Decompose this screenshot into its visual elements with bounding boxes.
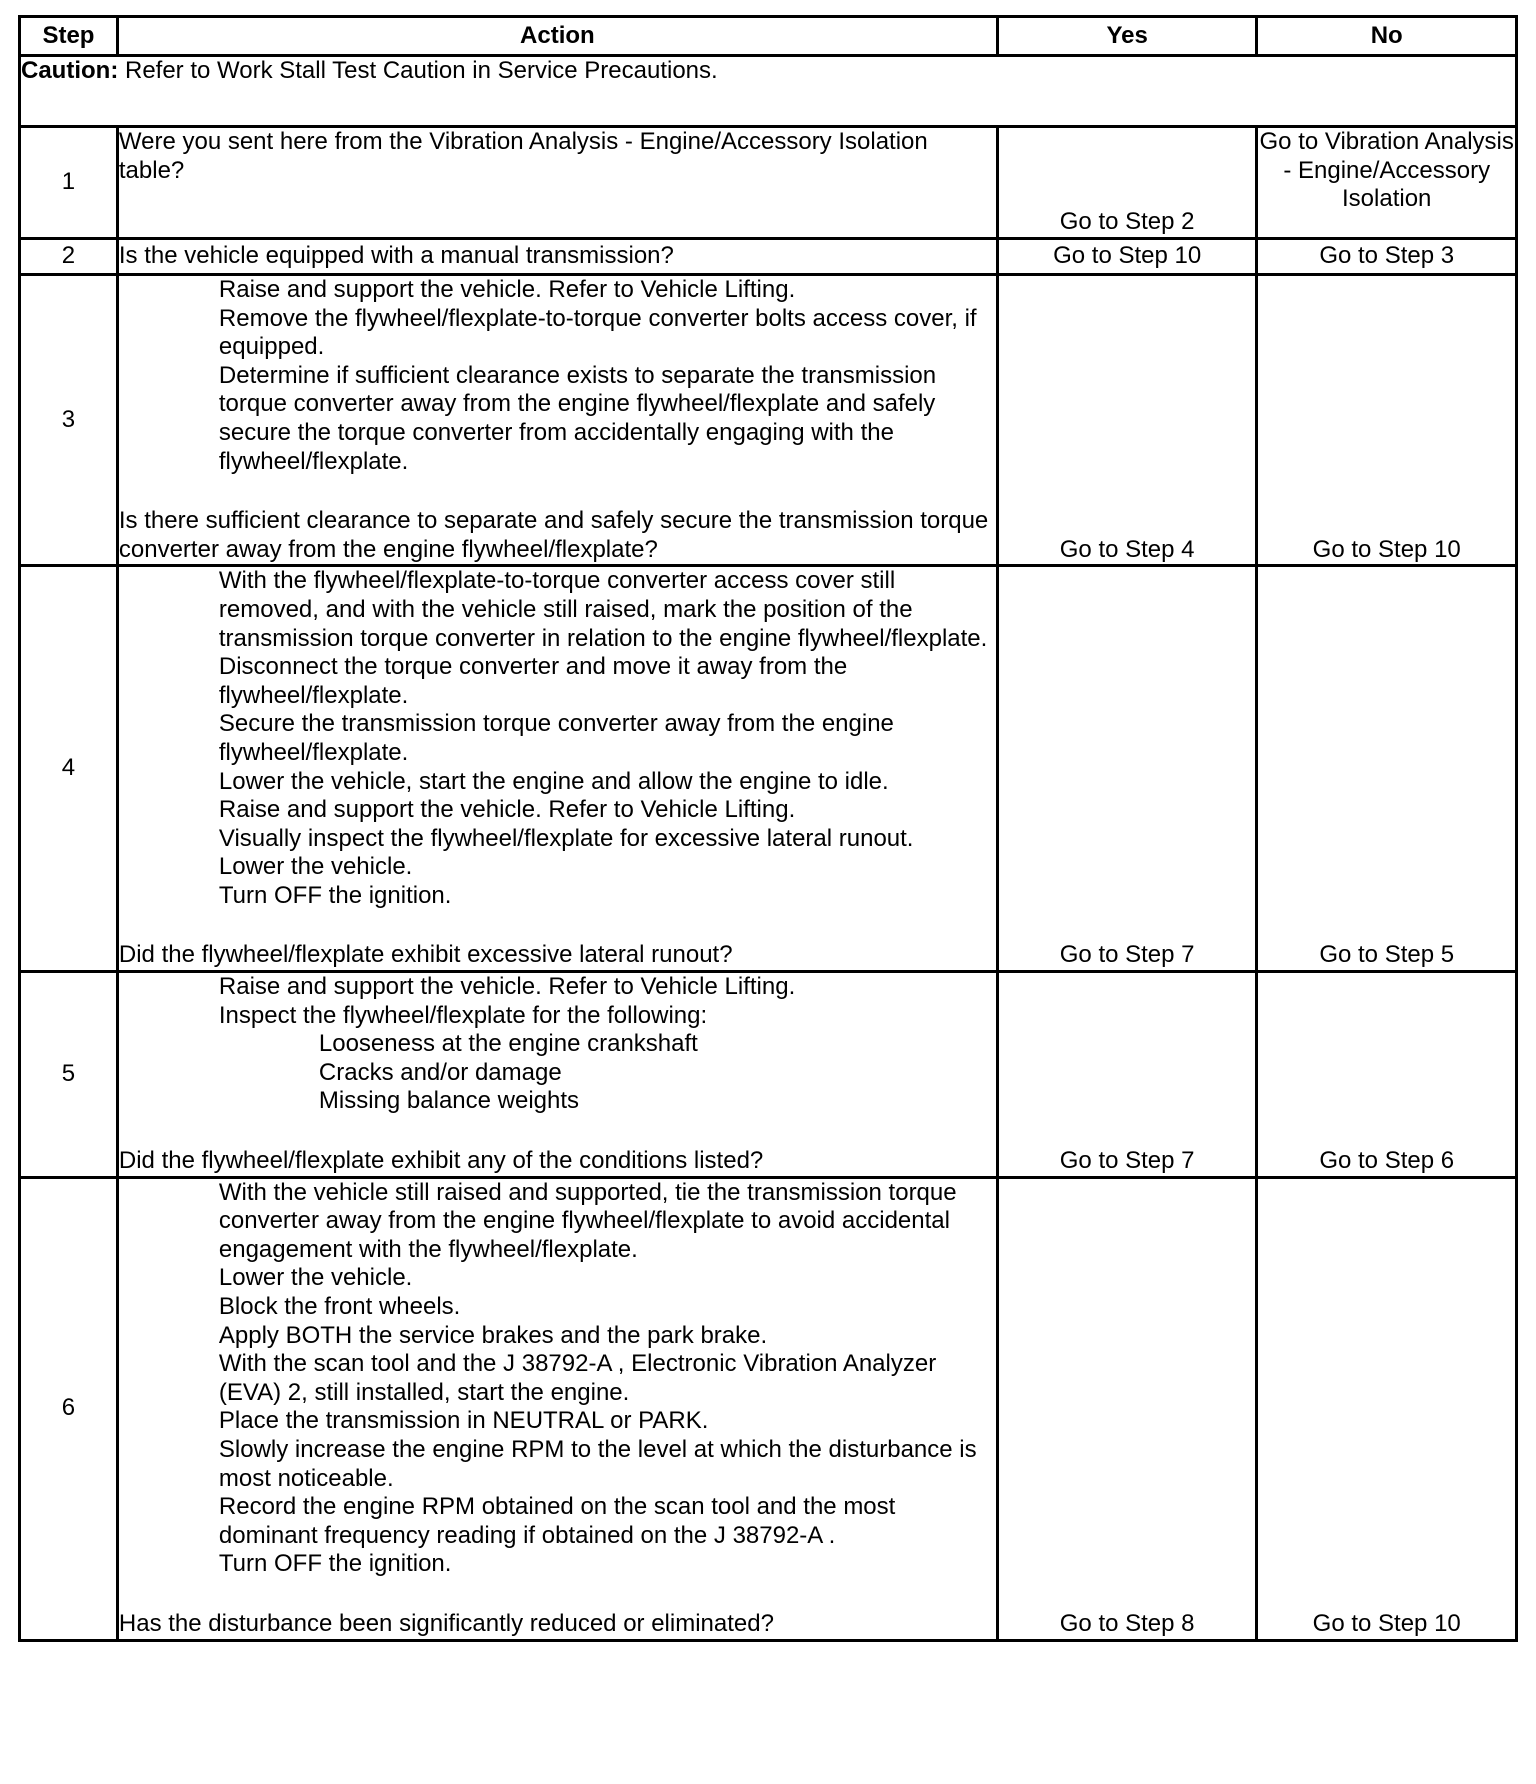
action-item: Disconnect the torque converter and move it away from the flywheel/flexplate. <box>218 653 848 709</box>
step-action <box>117 239 997 275</box>
action-item: Visually inspect the flywheel/flexplate for excessive lateral runout. <box>218 824 914 852</box>
yes-result: Go to Step 8 <box>997 1177 1257 1640</box>
action-item: Determine if sufficient clearance exists to separate the transmission torque converter away from the engine flywheel/flexplate and safely secure the torque converter from accidentally engaging with the flywheel/flexplate. <box>218 361 937 475</box>
step-row-1 <box>20 127 1517 239</box>
step-question: Did the flywheel/flexplate exhibit any of the conditions listed? <box>118 1147 764 1175</box>
no-result: Go to Step 10 <box>1257 275 1517 566</box>
action-item: Lower the vehicle, start the engine and allow the engine to idle. <box>218 767 889 795</box>
step-row-5 <box>20 972 1517 1178</box>
yes-result: Go to Step 4 <box>997 275 1257 566</box>
action-item: Raise and support the vehicle. Refer to Vehicle Lifting. <box>218 796 796 824</box>
step-number: 5 <box>20 972 118 1178</box>
action-item: Remove the flywheel/flexplate-to-torque converter bolts access cover, if equipped. <box>218 304 977 361</box>
header-step: Step <box>20 17 118 56</box>
header-action: Action <box>117 17 997 56</box>
step-number: 3 <box>20 275 118 566</box>
step-row-6 <box>20 1177 1517 1640</box>
diagnostic-table <box>18 15 1518 1642</box>
no-result: Go to Step 3 <box>1257 239 1517 275</box>
step-action <box>117 275 997 566</box>
step-question: Did the flywheel/flexplate exhibit excessive lateral runout? <box>118 941 733 969</box>
step-number: 6 <box>20 1177 118 1640</box>
action-item: Apply BOTH the service brakes and the park brake. <box>218 1321 768 1349</box>
action-item: Place the transmission in NEUTRAL or PARK. <box>218 1407 709 1435</box>
caution-row <box>20 56 1517 127</box>
action-item: Turn OFF the ignition. <box>218 1550 452 1578</box>
step-question: Is the vehicle equipped with a manual transmission? <box>118 242 674 270</box>
action-item: Secure the transmission torque converter away from the engine flywheel/flexplate. <box>218 710 894 766</box>
step-number: 4 <box>20 566 118 972</box>
yes-result: Go to Step 7 <box>997 566 1257 972</box>
action-item: Lower the vehicle. <box>218 853 413 881</box>
action-item: Turn OFF the ignition. <box>218 881 452 909</box>
step-number: 2 <box>20 239 118 275</box>
action-item: With the vehicle still raised and supported, tie the transmission torque converter away from the engine flywheel/flexplate to avoid accidental engagement with the flywheel/flexplate. <box>218 1178 957 1263</box>
action-item: Slowly increase the engine RPM to the level at which the disturbance is most noticeable. <box>218 1435 977 1492</box>
header-row <box>20 17 1517 56</box>
step-question: Is there sufficient clearance to separate and safely secure the transmission torque converter away from the engine flywheel/flexplate? <box>118 507 989 563</box>
step-row-3 <box>20 275 1517 566</box>
yes-result: Go to Step 10 <box>997 239 1257 275</box>
action-item: Inspect the flywheel/flexplate for the following: <box>218 1001 708 1029</box>
yes-result: Go to Step 7 <box>997 972 1257 1178</box>
step-action <box>117 566 997 972</box>
header-yes: Yes <box>997 17 1257 56</box>
step-action <box>117 972 997 1178</box>
header-no: No <box>1257 17 1517 56</box>
yes-result: Go to Step 2 <box>997 127 1257 239</box>
sub-item: Cracks and/or damage <box>318 1058 562 1086</box>
action-item: Lower the vehicle. <box>218 1264 413 1292</box>
step-row-4 <box>20 566 1517 972</box>
caution-cell <box>20 56 1517 127</box>
no-result: Go to Step 10 <box>1257 1177 1517 1640</box>
action-item: With the scan tool and the J 38792-A , Electronic Vibration Analyzer (EVA) 2, still installed, start the engine. <box>218 1350 937 1406</box>
action-item: Raise and support the vehicle. Refer to Vehicle Lifting. <box>218 973 796 1001</box>
step-action <box>117 127 997 239</box>
action-item: Block the front wheels. <box>218 1293 461 1320</box>
action-item: With the flywheel/flexplate-to-torque converter access cover still removed, and with the vehicle still raised, mark the position of the transmission torque converter in relation to the engine flywheel/flexplate. <box>218 567 988 652</box>
no-result: Go to Step 6 <box>1257 972 1517 1178</box>
caution-label: Caution: <box>21 57 119 84</box>
no-result: Go to Step 5 <box>1257 566 1517 972</box>
caution-text: Refer to Work Stall Test Caution in Service Precautions. <box>118 57 718 84</box>
step-question: Were you sent here from the Vibration Analysis - Engine/Accessory Isolation table? <box>118 128 928 184</box>
no-result: Go to Vibration Analysis - Engine/Accessory Isolation <box>1257 127 1517 239</box>
step-number: 1 <box>20 127 118 239</box>
step-row-2 <box>20 239 1517 275</box>
action-item: Record the engine RPM obtained on the scan tool and the most dominant frequency reading if obtained on the J 38792-A . <box>218 1493 896 1549</box>
step-action <box>117 1177 997 1640</box>
action-item: Raise and support the vehicle. Refer to Vehicle Lifting. <box>218 276 796 303</box>
step-question: Has the disturbance been significantly reduced or eliminated? <box>118 1609 774 1637</box>
sub-item: Missing balance weights <box>318 1087 580 1115</box>
sub-item: Looseness at the engine crankshaft <box>318 1030 698 1058</box>
